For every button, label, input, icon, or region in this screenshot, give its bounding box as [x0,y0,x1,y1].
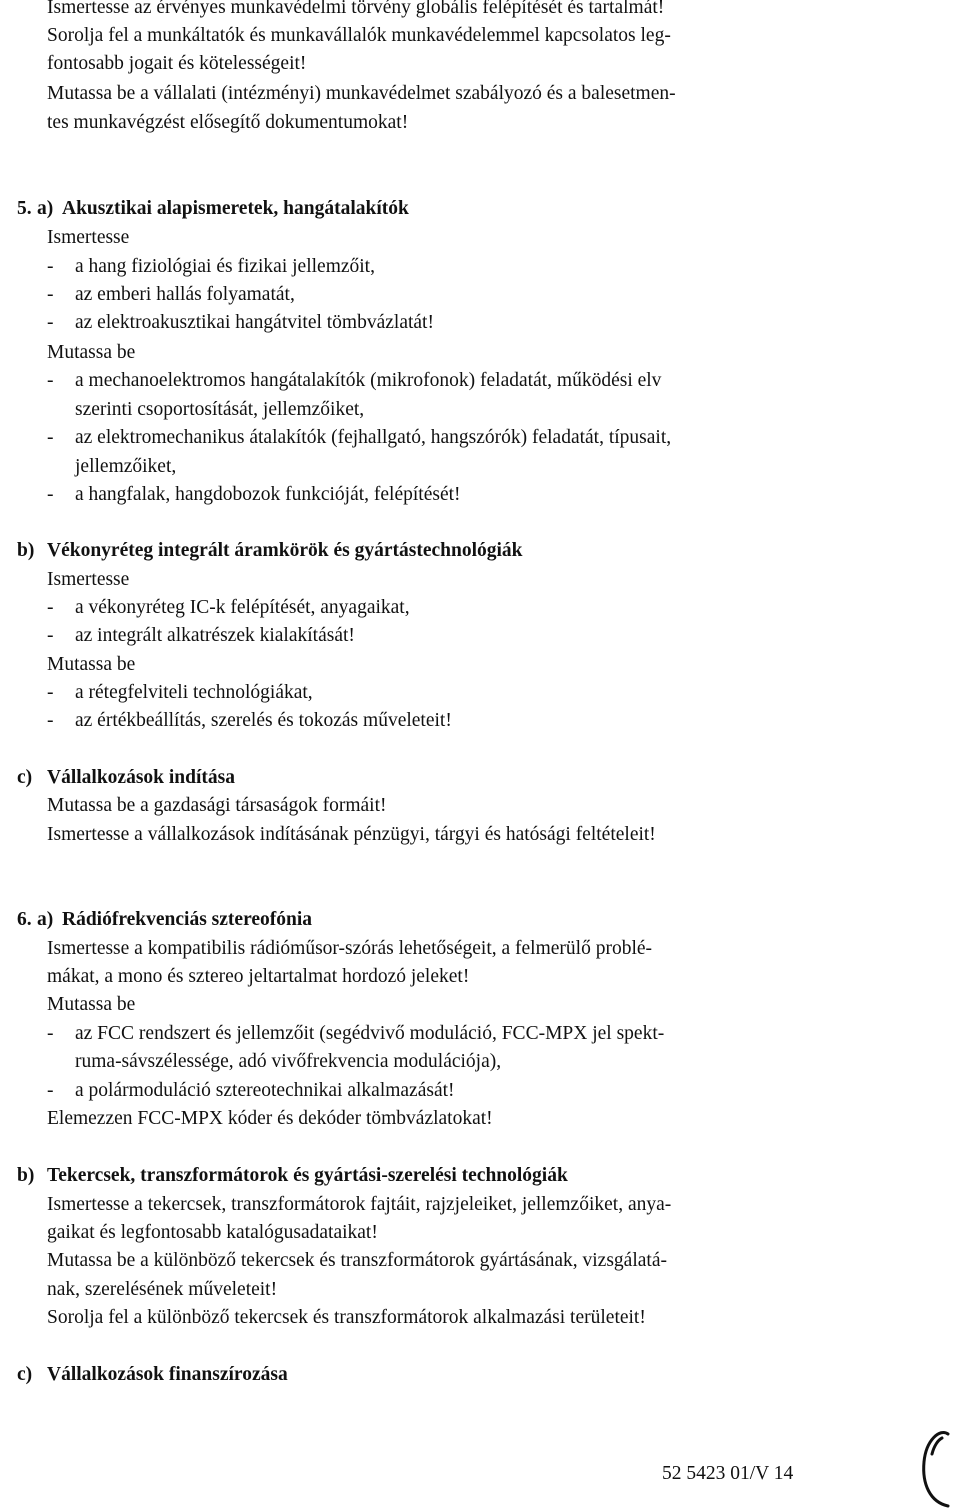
section-6a-heading: Rádiófrekvenciás sztereofónia [62,909,313,930]
intro-line-2: Sorolja fel a munkáltatók és munkavállalók munkavédelemmel kapcsolatos leg- [47,25,671,46]
section-6b-line-5: Sorolja fel a különböző tekercsek és transzformátorok alkalmazási területeit! [47,1307,646,1328]
section-6b-heading: Tekercsek, transzformátorok és gyártási-szerelési technológiák [47,1165,568,1186]
intro-line-5: tes munkavégzést elősegítő dokumentumokat! [47,112,409,133]
handwritten-initial-icon [912,1428,960,1510]
list-item-text: a rétegfelviteli technológiákat, [75,682,313,703]
section-6a-label: a) [37,909,54,930]
section-5-number: 5. [17,198,32,219]
section-5b-mutassa: Mutassa be [47,654,136,675]
list-item-text: a polármoduláció sztereotechnikai alkalmazását! [75,1080,455,1101]
section-5c-heading: Vállalkozások indítása [47,767,236,788]
list-item-text: az elektroakusztikai hangátvitel tömbvázlatát! [75,312,434,333]
list-item [47,311,434,335]
list-item [47,1079,455,1103]
section-6b-line-4: nak, szerelésének műveleteit! [47,1279,278,1300]
section-6a-last-line: Elemezzen FCC-MPX kóder és dekóder tömbvázlatokat! [47,1108,493,1129]
list-item [47,1022,664,1046]
list-dash: - [47,427,54,448]
list-item-text: az elektromechanikus átalakítók (fejhallgató, hangszórók) feladatát, típusait, [75,427,672,448]
section-6b-line-3: Mutassa be a különböző tekercsek és transzformátorok gyártásának, vizsgálatá- [47,1250,667,1271]
section-6a-mutassa: Mutassa be [47,994,136,1015]
section-5a-heading: Akusztikai alapismeretek, hangátalakítók [62,198,409,219]
list-item-text: a mechanoelektromos hangátalakítók (mikrofonok) feladatát, működési elv [75,370,662,391]
list-item [47,369,661,393]
list-item [47,596,410,620]
list-dash: - [47,312,54,333]
section-5b-ismertesse: Ismertesse [47,569,130,590]
list-dash: - [47,682,54,703]
list-item [47,709,452,733]
list-dash: - [47,256,54,277]
list-item-text: a hangfalak, hangdobozok funkcióját, felépítését! [75,484,461,505]
section-5a-mutassa: Mutassa be [47,342,136,363]
section-6b-label: b) [17,1165,35,1186]
list-item [47,624,355,648]
section-5a-ismertesse: Ismertesse [47,227,130,248]
section-5c-line-1: Mutassa be a gazdasági társaságok formáit! [47,795,387,816]
section-5b-heading: Vékonyréteg integrált áramkörök és gyártástechnológiák [47,540,523,561]
list-dash: - [47,284,54,305]
list-dash: - [47,370,54,391]
section-6a-line-1: Ismertesse a kompatibilis rádióműsor-szórás lehetőségeit, a felmerülő problé- [47,938,653,959]
list-dash: - [47,1023,54,1044]
list-item [47,483,461,507]
intro-line-1: Ismertesse az érvényes munkavédelmi törvény globális felépítését és tartalmát! [47,0,665,18]
list-item-text: az emberi hallás folyamatát, [75,284,295,305]
section-5b-label: b) [17,540,35,561]
section-6c-heading: Vállalkozások finanszírozása [47,1364,288,1385]
page-footer-id: 52 5423 01/V 14 [662,1463,794,1484]
list-dash: - [47,484,54,505]
list-item [47,255,375,279]
list-dash: - [47,597,54,618]
list-item-text: az FCC rendszert és jellemzőit (segédvivő moduláció, FCC-MPX jel spekt- [75,1023,665,1044]
section-6a-line-2: mákat, a mono és sztereo jeltartalmat hordozó jeleket! [47,966,470,987]
section-5c-label: c) [17,767,33,788]
section-6b-line-1: Ismertesse a tekercsek, transzformátorok fajtáit, rajzjeleiket, jellemzőiket, anya- [47,1194,672,1215]
list-item-continuation: szerinti csoportosítását, jellemzőiket, [75,399,365,420]
list-item [47,426,671,450]
section-6c-label: c) [17,1364,33,1385]
list-dash: - [47,710,54,731]
section-5a-label: a) [37,198,54,219]
list-item-text: az értékbeállítás, szerelés és tokozás műveleteit! [75,710,452,731]
intro-line-4: Mutassa be a vállalati (intézményi) munkavédelmet szabályozó és a balesetmen- [47,83,676,104]
section-6-number: 6. [17,909,32,930]
list-dash: - [47,1080,54,1101]
intro-line-3: fontosabb jogait és kötelességeit! [47,53,307,74]
list-item-text: a vékonyréteg IC-k felépítését, anyagaikat, [75,597,410,618]
list-item-continuation: ruma-sávszélessége, adó vivőfrekvencia modulációja), [75,1051,502,1072]
list-item [47,681,313,705]
section-6b-line-2: gaikat és legfontosabb katalógusadataikat! [47,1222,378,1243]
section-5c-line-2: Ismertesse a vállalkozások indításának pénzügyi, tárgyi és hatósági feltételeit! [47,824,656,845]
list-item-continuation: jellemzőiket, [75,456,177,477]
list-dash: - [47,625,54,646]
list-item-text: az integrált alkatrészek kialakítását! [75,625,355,646]
list-item [47,283,295,307]
list-item-text: a hang fiziológiai és fizikai jellemzőit, [75,256,375,277]
